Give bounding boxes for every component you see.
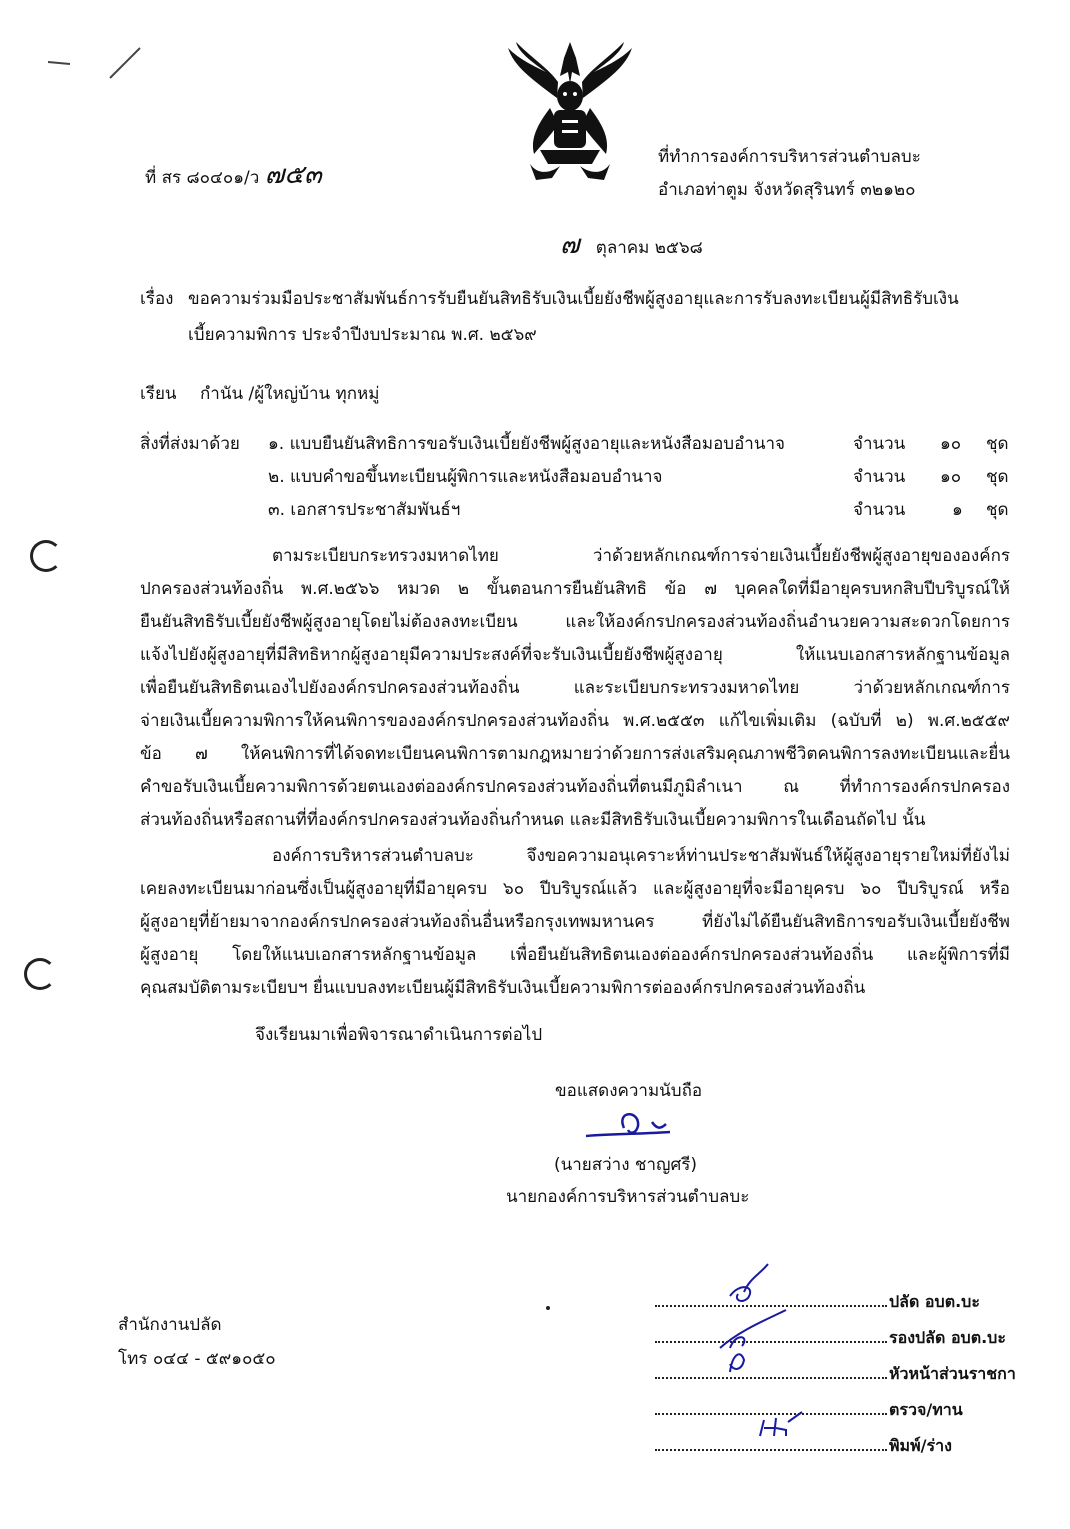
recipient-text: กำนัน /ผู้ใหญ่บ้าน ทุกหมู่ (200, 384, 380, 404)
office-name: ที่ทำการองค์การบริหารส่วนตำบลบะ (658, 147, 921, 167)
para1-line: ยืนยันสิทธิรับเบี้ยยังชีพผู้สูงอายุโดยไม่ต้องลงทะเบียน และให้องค์กรปกครองส่วนท้องถิ่นอำนวยความสะดวกโดยการ (140, 612, 1010, 632)
enclosure-qty-3: ๑ (952, 500, 963, 520)
signer-position: นายกองค์การบริหารส่วนตำบลบะ (506, 1187, 750, 1207)
closing-salutation: ขอแสดงความนับถือ (555, 1081, 703, 1101)
scan-mark (40, 40, 150, 90)
para2-line: ผู้สูงอายุ โดยให้แนบเอกสารหลักฐานข้อมูล เพื่อยืนยันสิทธิตนเองต่อองค์กรปกครองส่วนท้องถิ่น และผู้พิการที่มี (140, 945, 1010, 965)
date-month-year: ตุลาคม ๒๕๖๘ (595, 238, 703, 258)
para1-line: ส่วนท้องถิ่นหรือสถานที่ที่องค์กรปกครองส่วนท้องถิ่นกำหนด และมีสิทธิรับเงินเบี้ยความพิการในเดือนถัดไป นั้น (140, 810, 926, 830)
enclosure-qty-2: ๑๐ (940, 467, 962, 487)
para1-line: คำขอรับเงินเบี้ยความพิการด้วยตนเองต่อองค์กรปกครองส่วนท้องถิ่นที่ตนมีภูมิลำเนา ณ ที่ทำการองค์กรปกครอง (140, 777, 1010, 797)
routing-label: ปลัด อบต.บะ (889, 1292, 980, 1311)
scan-dot (546, 1306, 550, 1310)
para1-line: ปกครองส่วนท้องถิ่น พ.ศ.๒๕๖๖ หมวด ๒ ขั้นตอนการยืนยันสิทธิ ข้อ ๗ บุคคลใดที่มีอายุครบหกสิบปีบริบูรณ์ให้ (140, 579, 1010, 599)
enclosure-item-1: ๑. แบบยืนยันสิทธิการขอรับเงินเบี้ยยังชีพผู้สูงอายุและหนังสือมอบอำนาจ (268, 434, 785, 454)
signer-name: (นายสว่าง ชาญศรี) (554, 1155, 698, 1175)
handwritten-date-day: ๗ (560, 230, 580, 260)
subject-label: เรื่อง (140, 289, 174, 309)
enclosure-qty-label-3: จำนวน (853, 500, 906, 520)
enclosure-unit-2: ชุด (986, 467, 1009, 487)
para1-line: เพื่อยืนยันสิทธิตนเองไปยังองค์กรปกครองส่วนท้องถิ่น และระเบียบกระทรวงมหาดไทย ว่าด้วยหลักเกณฑ์การ (140, 678, 1010, 698)
enclosure-item-3: ๓. เอกสารประชาสัมพันธ์ฯ (268, 500, 461, 520)
punch-hole-top (30, 540, 62, 572)
enclosure-unit-3: ชุด (986, 500, 1009, 520)
document-date (560, 232, 703, 261)
closing-request: จึงเรียนมาเพื่อพิจารณาดำเนินการต่อไป (255, 1025, 543, 1045)
routing-label: ตรวจ/ทาน (889, 1400, 963, 1419)
handwritten-document-number: ๗๕๓ (264, 160, 322, 190)
recipient-label: เรียน (140, 384, 177, 404)
para1-line: จ่ายเงินเบี้ยความพิการให้คนพิการขององค์กรปกครองส่วนท้องถิ่น พ.ศ.๒๕๕๓ แก้ไขเพิ่มเติม (ฉบับที่ ๒) พ.ศ.๒๕๕๙ (140, 711, 1010, 731)
garuda-emblem-icon (500, 38, 640, 183)
enclosure-qty-1: ๑๐ (940, 434, 962, 454)
para2-line: เคยลงทะเบียนมาก่อนซึ่งเป็นผู้สูงอายุที่มีอายุครบ ๖๐ ปีบริบูรณ์แล้ว และผู้สูงอายุที่จะมีอายุครบ ๖๐ ปีบริบูรณ์ หรือ (140, 879, 1010, 899)
punch-hole-bottom (24, 958, 56, 990)
para2-line: คุณสมบัติตามระเบียบฯ ยื่นแบบลงทะเบียนผู้มีสิทธิรับเงินเบี้ยความพิการต่อองค์กรปกครองส่วนท้องถิ่น (140, 978, 866, 998)
subject-line-2: เบี้ยความพิการ ประจำปีงบประมาณ พ.ศ. ๒๕๖๙ (188, 325, 537, 345)
para1-line: ตามระเบียบกระทรวงมหาดไทย ว่าด้วยหลักเกณฑ์การจ่ายเงินเบี้ยยังชีพผู้สูงอายุขององค์กร (272, 546, 1010, 566)
office-address: อำเภอท่าตูม จังหวัดสุรินทร์ ๓๒๑๒๐ (658, 180, 916, 200)
enclosures-label: สิ่งที่ส่งมาด้วย (140, 434, 240, 454)
contact-phone: โทร ๐๔๔ - ๕๙๑๐๕๐ (118, 1349, 276, 1369)
enclosure-qty-label-1: จำนวน (853, 434, 906, 454)
document-number: ที่ สร ๘๐๔๐๑/ว ๗๕๓ (145, 160, 322, 190)
body-paragraph-1 (140, 540, 1010, 837)
para1-line: ข้อ ๗ ให้คนพิการที่ได้จดทะเบียนคนพิการตามกฎหมายว่าด้วยการส่งเสริมคุณภาพชีวิตคนพิการลงทะเบียนและยื่น (140, 744, 1010, 764)
para2-line: ผู้สูงอายุที่ย้ายมาจากองค์กรปกครองส่วนท้องถิ่นอื่นหรือกรุงเทพมหานคร ที่ยังไม่ได้ยืนยันสิทธิการขอรับเงินเบี้ยยังชีพ (140, 912, 1010, 932)
department-name: สำนักงานปลัด (118, 1315, 222, 1335)
enclosure-item-2: ๒. แบบคำขอขึ้นทะเบียนผู้พิการและหนังสือมอบอำนาจ (268, 467, 663, 487)
body-paragraph-2 (140, 840, 1010, 1005)
initials-scribble (690, 1252, 810, 1452)
enclosure-unit-1: ชุด (986, 434, 1009, 454)
subject-line-1: ขอความร่วมมือประชาสัมพันธ์การรับยืนยันสิทธิรับเงินเบี้ยยังชีพผู้สูงอายุและการรับลงทะเบียนผู้มีสิทธิรับเงิน (188, 289, 959, 309)
enclosure-qty-label-2: จำนวน (853, 467, 906, 487)
signature-scribble (580, 1104, 700, 1144)
routing-label: รองปลัด อบต.บะ (889, 1328, 1006, 1347)
para1-line: แจ้งไปยังผู้สูงอายุที่มีสิทธิหากผู้สูงอายุมีความประสงค์ที่จะรับเงินเบี้ยยังชีพผู้สูงอายุ ให้แนบเอกสารหลักฐานข้อมูล (140, 645, 1010, 665)
routing-label: หัวหน้าส่วนราชกา (889, 1364, 1016, 1383)
routing-label: พิมพ์/ร่าง (889, 1436, 952, 1455)
para2-line: องค์การบริหารส่วนตำบลบะ จึงขอความอนุเคราะห์ท่านประชาสัมพันธ์ให้ผู้สูงอายุรายใหม่ที่ยังไม่ (272, 846, 1010, 866)
